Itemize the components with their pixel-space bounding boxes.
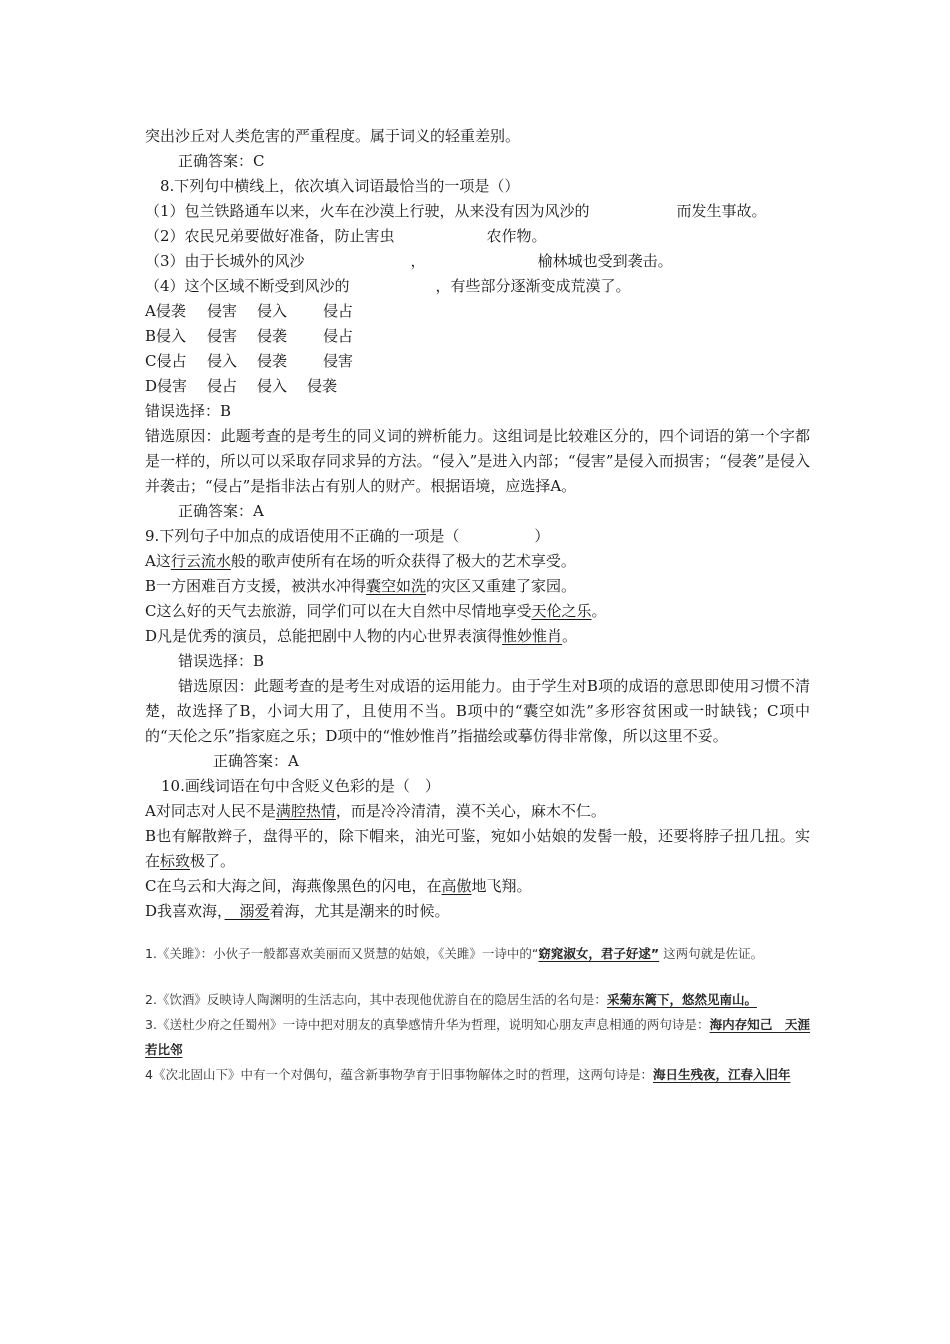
question-9-title [145, 524, 810, 549]
underlined-word: 高傲 [441, 877, 472, 895]
text: 9.下列句子中加点的成语使用不正确的一项是（ [145, 527, 460, 545]
text: （1）包兰铁路通车以来，火车在沙漠上行驶，从来没有因为风沙的 [145, 202, 590, 220]
text: （4）这个区域不断受到风沙的 [145, 277, 350, 295]
q8-sentence-4 [145, 274, 810, 299]
option-word: 侵害 [207, 327, 238, 345]
q8-sentence-3 [145, 249, 810, 274]
text: ，有些部分逐渐变成荒漠了。 [435, 277, 631, 295]
underlined-word: 溺爱 [224, 902, 270, 920]
text: B一方困难百方支援，被洪水冲得 [145, 577, 367, 595]
text: 地飞翔。 [471, 877, 532, 895]
idiom: 天伦之乐 [531, 602, 592, 620]
text: D凡是优秀的演员，总能把剧中人物的内心世界表演得 [145, 627, 503, 645]
q9-reason: 错选原因：此题考查的是考生对成语的运用能力。由于学生对B项的成语的意思即使用习惯不清楚，故选择了B，小词大用了，且使用不当。B项中的“囊空如洗”多形容贫困或一时缺钱；C项中的“天伦之乐”指家庭之乐；D项中的“惟妙惟肖”指描绘或摹仿得非常像，所以这里不妥。 [145, 677, 810, 745]
text: ， [410, 252, 426, 270]
option-word: 侵害 [207, 302, 238, 320]
text: D我喜欢海， [145, 902, 225, 920]
poem-item-4 [145, 1062, 810, 1087]
text: ） [534, 527, 550, 545]
option-word: 侵入 [207, 352, 238, 370]
q8-wrong-choice: 错误选择：B [145, 402, 232, 420]
poem-answer: 海内存知己 天涯若比邻 [145, 1017, 810, 1057]
text: 。 [591, 602, 607, 620]
q8-option-d [145, 374, 810, 399]
text: 农作物。 [486, 227, 547, 245]
text: B也有解散辫子，盘得平的，除下帽来，油光可鉴，宛如小姑娘的发髻一般，还要将脖子扭几扭。实在 [145, 827, 810, 870]
option-word: 侵占 [323, 302, 354, 320]
q8-sentence-2 [145, 224, 810, 249]
option-word: B侵入 [145, 327, 187, 345]
q8-option-b [145, 324, 810, 349]
text: 。 [562, 627, 578, 645]
poem-answer: 海日生残夜，江春入旧年 [652, 1067, 791, 1082]
text: ，而是冷冷清清，漠不关心，麻木不仁。 [335, 802, 606, 820]
underlined-word: 满腔热情 [275, 802, 336, 820]
text: A这 [145, 552, 171, 570]
q10-option-a [145, 799, 810, 824]
text: 般的歌声使所有在场的听众获得了极大的艺术享受。 [230, 552, 576, 570]
q8-sentence-1 [145, 199, 810, 224]
text: 2.《饮酒》反映诗人陶渊明的生活志向，其中表现他优游自在的隐居生活的名句是： [145, 992, 607, 1007]
text: 的灾区又重建了家园。 [426, 577, 577, 595]
q8-answer: 正确答案：A [178, 502, 264, 520]
text: 3.《送杜少府之任蜀州》一诗中把对朋友的真挚感情升华为哲理，说明知心朋友声息相通的两句诗是： [145, 1017, 710, 1032]
idiom: 惟妙惟肖 [502, 627, 563, 645]
q8-reason: 错选原因：此题考查的是考生的同义词的辨析能力。这组词是比较难区分的，四个词语的第一个字都是一样的，所以可以采取存同求异的方法。“侵入”是进入内部；“侵害”是侵入而损害；“侵袭”是侵入并袭击；“侵占”是指非法占有别人的财产。根据语境，应选择A。 [145, 427, 810, 495]
idiom: 囊空如洗 [366, 577, 427, 595]
q9-option-b [145, 574, 810, 599]
q8-option-a [145, 299, 810, 324]
text: 而发生事故。 [676, 202, 767, 220]
question-10-title: 10.画线词语在句中含贬义色彩的是（ ） [161, 777, 440, 795]
poem-item-3 [145, 1012, 810, 1062]
underlined-word: 标致 [160, 852, 191, 870]
option-word: 侵袭 [307, 377, 338, 395]
text: 4《次北固山下》中有一个对偶句，蕴含新事物孕育于旧事物解体之时的哲理，这两句诗是： [145, 1067, 653, 1082]
text: C这么好的天气去旅游，同学们可以在大自然中尽情地享受 [145, 602, 532, 620]
option-word: 侵害 [323, 352, 354, 370]
q9-option-c [145, 599, 810, 624]
text: （3）由于长城外的风沙 [145, 252, 305, 270]
text: A对同志对人民不是 [145, 802, 276, 820]
q10-option-b [145, 824, 810, 874]
option-word: C侵占 [145, 352, 187, 370]
poem-answer: 采菊东篱下，悠然见南山。 [606, 992, 757, 1007]
answer-line: 正确答案：C [178, 152, 265, 170]
option-word: 侵占 [323, 327, 354, 345]
q10-option-d [145, 899, 810, 924]
poem-answer: 窈窕淑女，君子好逑” [538, 946, 660, 961]
spacer [145, 924, 810, 941]
text: 这两句就是佐证。 [659, 946, 764, 961]
q10-option-c [145, 874, 810, 899]
text: C在乌云和大海之间，海燕像黑色的闪电，在 [145, 877, 442, 895]
q9-option-a [145, 549, 810, 574]
option-word: 侵入 [257, 377, 288, 395]
text-line: 突出沙丘对人类危害的严重程度。属于词义的轻重差别。 [145, 127, 521, 145]
question-8-title: 8.下列句中横线上，依次填入词语最恰当的一项是（） [160, 177, 520, 195]
q9-option-d [145, 624, 810, 649]
option-word: 侵袭 [257, 327, 288, 345]
option-word: 侵占 [207, 377, 238, 395]
poem-item-2 [145, 987, 810, 1012]
text: 1.《关雎》：小伙子一般都喜欢美丽而又贤慧的姑娘，《关雎》一诗中的“ [145, 946, 539, 961]
q8-option-c [145, 349, 810, 374]
text: （2）农民兄弟要做好准备，防止害虫 [145, 227, 395, 245]
spacer [145, 966, 810, 987]
poem-item-1 [145, 941, 810, 966]
text: 榆林城也受到袭击。 [537, 252, 673, 270]
text: 极了。 [190, 852, 236, 870]
q9-answer: 正确答案：A [213, 752, 299, 770]
text: 着海，尤其是潮来的时候。 [269, 902, 450, 920]
option-word: 侵入 [257, 302, 288, 320]
q9-wrong-choice: 错误选择：B [178, 652, 265, 670]
option-word: D侵害 [145, 377, 188, 395]
option-word: 侵袭 [257, 352, 288, 370]
document-body [145, 124, 810, 1087]
idiom: 行云流水 [170, 552, 231, 570]
option-word: A侵袭 [145, 302, 186, 320]
